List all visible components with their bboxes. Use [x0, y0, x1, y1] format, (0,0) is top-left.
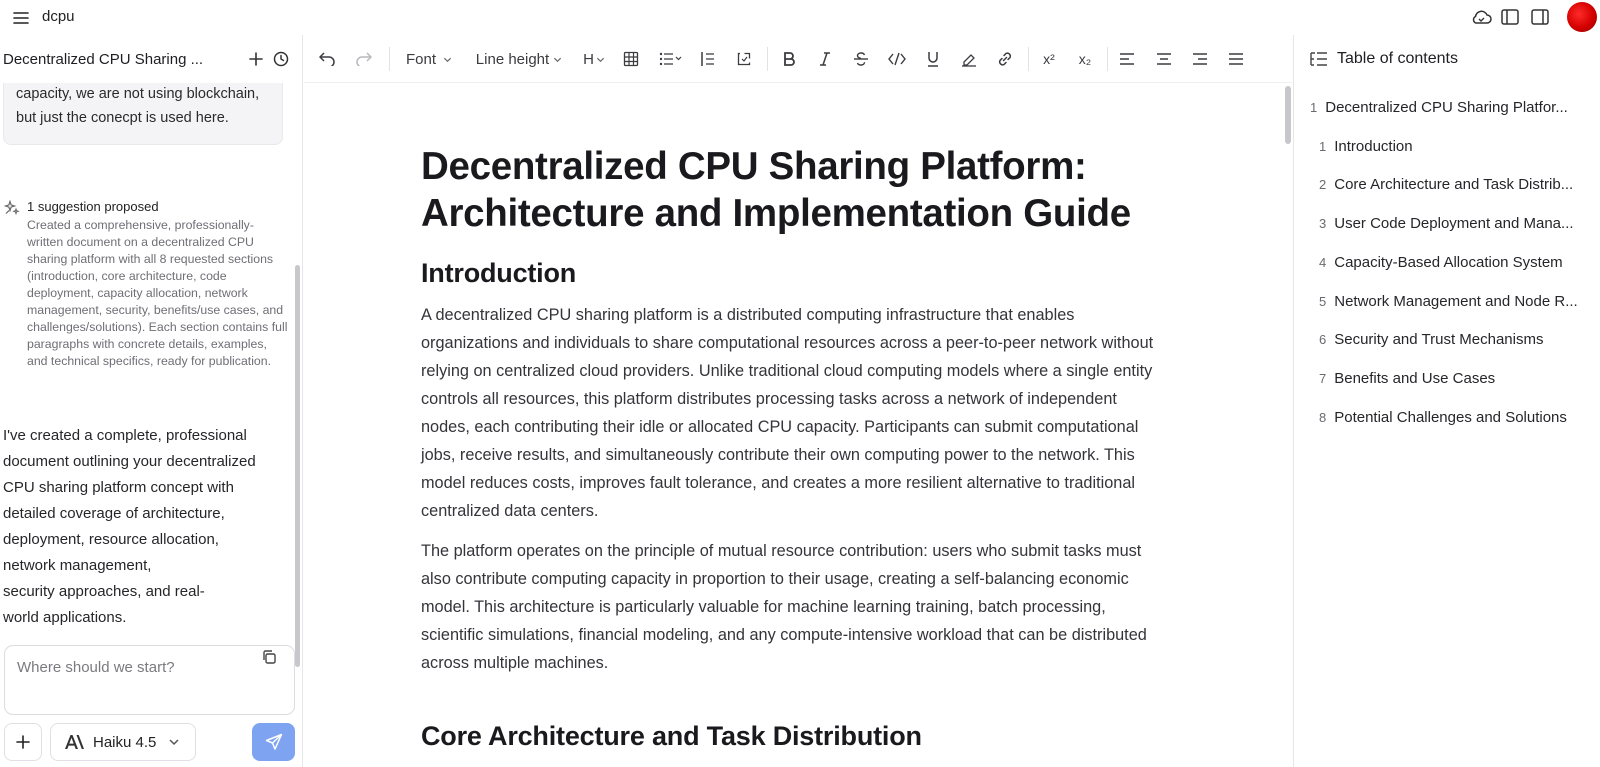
toc-item[interactable] [1319, 286, 1599, 316]
link-icon[interactable] [994, 48, 1016, 70]
toc-item[interactable] [1319, 363, 1599, 393]
line-height-dropdown[interactable] [469, 48, 569, 70]
suggestion-title: 1 suggestion proposed [27, 199, 159, 214]
line-height-label: Line height [475, 50, 550, 68]
top-bar [0, 0, 1600, 35]
align-justify-icon[interactable] [1225, 48, 1247, 70]
menu-icon[interactable] [11, 8, 31, 28]
subscript-label: x₂ [1078, 51, 1092, 67]
toc-item-label: Benefits and Use Cases [1334, 369, 1496, 387]
undo-icon[interactable] [316, 48, 338, 70]
chat-scrollbar[interactable] [294, 90, 301, 680]
send-button[interactable] [252, 723, 295, 761]
cloud-sync-icon[interactable] [1470, 6, 1492, 28]
assistant-line: document outlining your decentralized [3, 453, 256, 470]
toc-item-number: 4 [1319, 254, 1327, 270]
chat-document-title: Decentralized CPU Sharing ... [3, 51, 204, 68]
section-heading[interactable]: Introduction [421, 258, 577, 288]
toc-item-label: Decentralized CPU Sharing Platfor... [1325, 98, 1568, 116]
toc-item-label: User Code Deployment and Mana... [1334, 214, 1574, 232]
assistant-line: detailed coverage of architecture, [3, 505, 225, 522]
editor-toolbar [304, 35, 1292, 83]
toc-item-number: 1 [1319, 138, 1327, 154]
toc-header [1310, 50, 1458, 68]
document-editor[interactable] [304, 83, 1292, 767]
table-of-contents-panel [1293, 35, 1600, 767]
chat-scrollbar-thumb[interactable] [295, 265, 300, 667]
assistant-line: CPU sharing platform concept with [3, 479, 234, 496]
align-center-icon[interactable] [1153, 48, 1175, 70]
align-right-icon[interactable] [1189, 48, 1211, 70]
attach-button[interactable] [4, 723, 42, 761]
toc-item-number: 3 [1319, 215, 1327, 231]
inline-code-icon[interactable] [886, 48, 908, 70]
toc-item-label: Capacity-Based Allocation System [1334, 253, 1563, 271]
align-left-icon[interactable] [1116, 48, 1138, 70]
assistant-line: world applications. [3, 609, 127, 626]
toolbar-divider [1028, 47, 1029, 71]
chevron-down-icon [443, 55, 452, 64]
anthropic-logo-icon [64, 734, 84, 750]
toc-item-number: 6 [1319, 331, 1327, 347]
toc-item[interactable] [1319, 131, 1599, 161]
editor-scrollbar[interactable] [1284, 86, 1292, 764]
editor-scrollbar-thumb[interactable] [1285, 86, 1291, 144]
document-body[interactable] [421, 143, 1161, 753]
italic-icon[interactable] [814, 48, 836, 70]
model-selector[interactable] [50, 723, 196, 761]
toc-item[interactable] [1319, 247, 1599, 277]
toc-item-number: 5 [1319, 293, 1327, 309]
app-title: dcpu [42, 8, 75, 25]
plus-icon [16, 735, 30, 749]
toc-item[interactable] [1319, 208, 1599, 238]
assistant-line: network management, [3, 557, 152, 574]
chat-panel-header [0, 35, 303, 83]
strikethrough-icon[interactable] [850, 48, 872, 70]
toc-item-number: 1 [1310, 99, 1318, 115]
paragraph[interactable]: The platform operates on the principle of mutual resource contribution: users who submit tasks must also contribute computing capacity in proportion to their usage, creating a self-balancing economic model. This architecture is particularly valuable for machine learning training, batch processing, scientific simulations, financial modeling, and any compute-intensive workload that can be distributed across multiple machines. [421, 542, 1147, 672]
toc-item[interactable] [1319, 402, 1599, 432]
model-label: Haiku 4.5 [93, 733, 157, 751]
superscript-button[interactable] [1037, 48, 1061, 70]
toolbar-divider [389, 47, 390, 71]
chat-messages[interactable] [0, 83, 295, 673]
underline-icon[interactable] [922, 48, 944, 70]
toc-item-label: Security and Trust Mechanisms [1334, 330, 1544, 348]
document-title[interactable]: Decentralized CPU Sharing Platform: Architecture and Implementation Guide [421, 145, 1131, 235]
toc-item[interactable] [1319, 169, 1599, 199]
toc-item-label: Network Management and Node R... [1334, 292, 1578, 310]
toolbar-divider [1107, 47, 1108, 71]
chat-composer[interactable] [4, 645, 295, 715]
user-message: capacity, we are not using blockchain, but just the conecpt is used here. [3, 83, 283, 145]
font-label: Font [405, 50, 436, 68]
assistant-message [3, 423, 288, 631]
toolbar-divider [767, 47, 768, 71]
send-icon [265, 733, 283, 751]
table-icon[interactable] [620, 48, 642, 70]
list-icon[interactable] [657, 48, 685, 70]
subscript-button[interactable] [1073, 48, 1097, 70]
assistant-line: I've created a complete, professional [3, 427, 247, 444]
bold-icon[interactable] [778, 48, 800, 70]
paragraph[interactable]: A decentralized CPU sharing platform is a distributed computing infrastructure that enables organizations and individuals to share computational resources across a peer-to-peer network without relying on centralized cloud providers. Unlike traditional cloud computing models where a single entity controls all resources, this platform distributes processing tasks across a network of independent nodes, each contributing their idle or allocated CPU capacity. Participants can submit computational jobs, receive results, and simultaneously contribute their own computing power to the network. This model reduces costs, improves fault tolerance, and creates a more resilient alternative to traditional centralized data centers. [421, 306, 1154, 520]
toc-title: Table of contents [1337, 50, 1458, 67]
redo-icon[interactable] [353, 48, 375, 70]
assistant-line: security approaches, and real- [3, 583, 205, 600]
toc-item-label: Introduction [1334, 137, 1413, 155]
toc-item-number: 8 [1319, 409, 1327, 425]
toc-item[interactable] [1310, 92, 1595, 122]
chevron-down-icon [168, 736, 180, 748]
toc-item[interactable] [1319, 324, 1599, 354]
highlight-icon[interactable] [958, 48, 980, 70]
toc-icon [1310, 51, 1328, 67]
code-block-icon[interactable] [733, 48, 755, 70]
font-dropdown[interactable] [398, 48, 460, 70]
toc-item-number: 2 [1319, 176, 1327, 192]
toc-item-label: Core Architecture and Task Distrib... [1334, 175, 1574, 193]
heading-dropdown[interactable] [580, 48, 608, 70]
section-heading[interactable]: Core Architecture and Task Distribution [421, 721, 922, 751]
toc-item-number: 7 [1319, 370, 1327, 386]
heading-label: H [583, 50, 594, 68]
toc-item-label: Potential Challenges and Solutions [1334, 408, 1567, 426]
composer-controls [0, 723, 303, 763]
chevron-down-icon [553, 55, 562, 64]
history-icon[interactable] [271, 49, 291, 69]
suggestion-body: Created a comprehensive, professionally-written document on a decentralized CPU sharing platform with all 8 requested sections (introduction, core architecture, code deployment, capacity allocation, network management, security, benefits/use cases, and challenges/solutions). Each section contains full paragraphs with concrete details, examples, and technical specifics, ready for publication. [27, 218, 288, 368]
sidebar-right-icon[interactable] [1529, 6, 1551, 28]
chevron-down-icon [596, 55, 605, 64]
sparkle-icon [4, 200, 20, 216]
superscript-label: x² [1043, 51, 1055, 67]
avatar[interactable] [1567, 2, 1597, 32]
chat-panel [0, 35, 303, 767]
assistant-line: deployment, resource allocation, [3, 531, 219, 548]
sidebar-left-icon[interactable] [1499, 6, 1521, 28]
new-chat-icon[interactable] [246, 49, 266, 69]
blockquote-icon[interactable] [697, 48, 719, 70]
chat-input[interactable] [5, 646, 294, 714]
